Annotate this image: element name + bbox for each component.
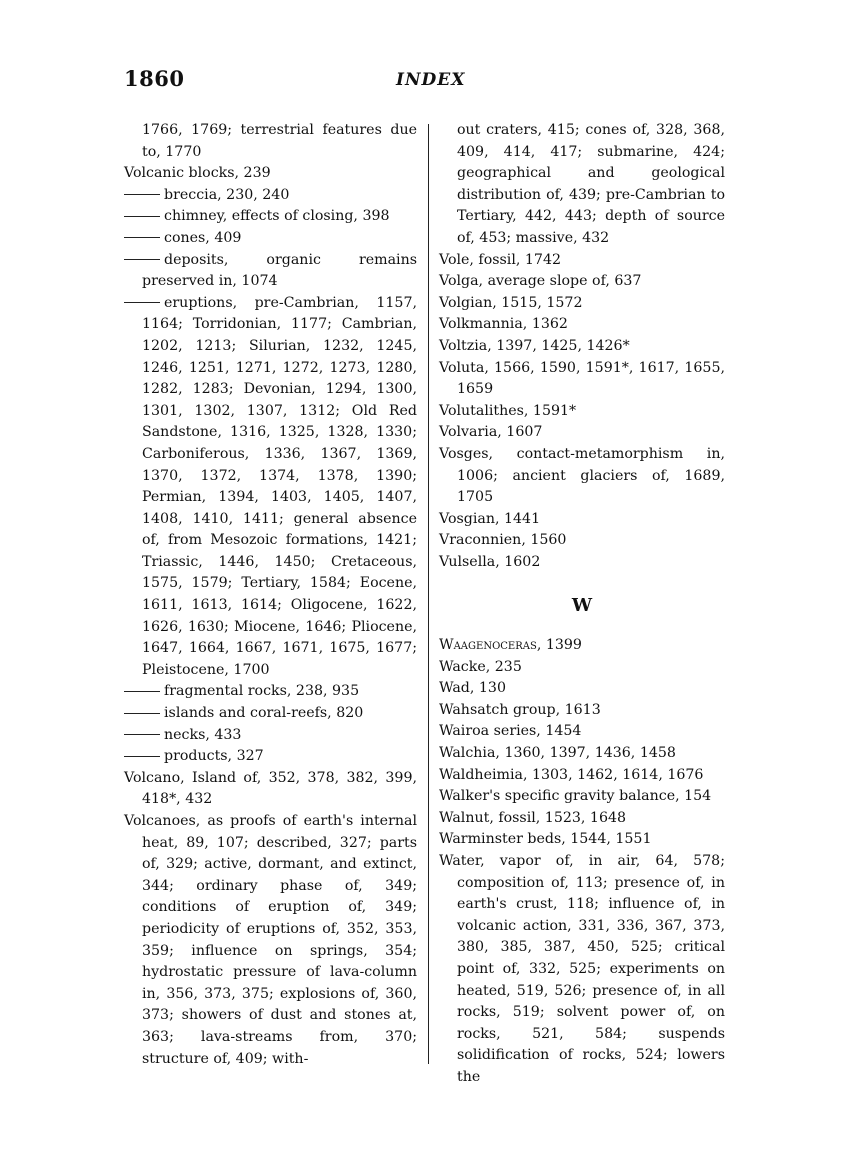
index-column-right bbox=[439, 120, 725, 1089]
index-entry: Walnut, fossil, 1523, 1648 bbox=[439, 809, 627, 826]
page-header bbox=[124, 66, 724, 96]
index-subentry bbox=[124, 703, 417, 725]
index-entry: Volcanic blocks, 239 bbox=[124, 165, 271, 182]
ditto-dash bbox=[124, 734, 160, 735]
ditto-dash bbox=[124, 756, 160, 757]
index-entry: Walchia, 1360, 1397, 1436, 1458 bbox=[439, 745, 676, 762]
index-entry: Volcanoes, as proofs of earth's internal heat, 89, 107; described, 327; parts of, 329; active, dormant, and extinct, 344; ordinary phase of, 349; conditions of eruption of, 349; periodicity of eruptions of, 352, 353, 359; influence on springs, 354; hydrostatic pressure of lava-column in, 356, 373, 375; explosions of, 360, 373; showers of dust and stones at, 363; lava-streams from, 370; structure of, 409; with- bbox=[124, 813, 417, 1067]
index-entry: Wairoa series, 1454 bbox=[439, 723, 582, 740]
index-entry-continuation: out craters, 415; cones of, 328, 368, 409, 414, 417; submarine, 424; geographical and geological distribution of, 439; pre-Cambrian to Tertiary, 442, 443; depth of source of, 453; massive, 432 bbox=[457, 122, 725, 246]
index-entry: Volutalithes, 1591* bbox=[439, 402, 577, 419]
index-entry: Waldheimia, 1303, 1462, 1614, 1676 bbox=[439, 766, 704, 783]
index-subentry bbox=[124, 681, 417, 703]
index-entry: Volcano, Island of, 352, 378, 382, 399, 418*, 432 bbox=[124, 769, 417, 808]
index-subentry bbox=[124, 185, 417, 207]
index-subentry bbox=[124, 228, 417, 250]
index-entry: Vulsella, 1602 bbox=[439, 553, 541, 570]
ditto-dash bbox=[124, 713, 160, 714]
index-subentry-text: cones, 409 bbox=[164, 229, 242, 246]
index-column-left bbox=[124, 120, 417, 1070]
index-entry: Walker's specific gravity balance, 154 bbox=[439, 788, 712, 805]
index-subentry-text: breccia, 230, 240 bbox=[164, 186, 290, 203]
index-subentry-text: eruptions, pre-Cambrian, 1157, 1164; Torridonian, 1177; Cambrian, 1202, 1213; Silurian, 1232, 1245, 1246, 1251, 1271, 1272, 1273, 1280, 1282, 1283; Devonian, 1294, 1300, 1301, 1302, 1307, 1312; Old Red Sandstone, 1316, 1325, 1328, 1330; Carboniferous, 1336, 1367, 1369, 1370, 1372, 1374, 1378, 1390; Permian, 1394, 1403, 1405, 1407, 1408, 1410, 1411; general absence of, from Mesozoic formations, 1421; Triassic, 1446, 1450; Cretaceous, 1575, 1579; Tertiary, 1584; Eocene, 1611, 1613, 1614; Oligocene, 1622, 1626, 1630; Miocene, 1646; Pliocene, 1647, 1664, 1667, 1671, 1675, 1677; Pleistocene, 1700 bbox=[142, 294, 417, 678]
index-entry: Wad, 130 bbox=[439, 680, 506, 697]
index-subentry-text: fragmental rocks, 238, 935 bbox=[164, 683, 360, 700]
index-entry: Voluta, 1566, 1590, 1591*, 1617, 1655, 1659 bbox=[439, 359, 725, 398]
index-subentry bbox=[124, 293, 417, 682]
index-subentry bbox=[124, 206, 417, 228]
index-subentry-text: islands and coral-reefs, 820 bbox=[164, 705, 364, 722]
column-divider bbox=[428, 124, 429, 1064]
running-head: INDEX bbox=[396, 70, 466, 90]
index-entry: Volga, average slope of, 637 bbox=[439, 273, 642, 290]
index-entry: Volvaria, 1607 bbox=[439, 424, 543, 441]
ditto-dash bbox=[124, 302, 160, 303]
ditto-dash bbox=[124, 237, 160, 238]
index-subentry-text: products, 327 bbox=[164, 748, 264, 765]
ditto-dash bbox=[124, 259, 160, 260]
page-number: 1860 bbox=[124, 66, 185, 91]
index-entry-continuation: 1766, 1769; terrestrial features due to, 1770 bbox=[142, 122, 417, 160]
index-entry: Vosgian, 1441 bbox=[439, 510, 541, 527]
index-entry: Vraconnien, 1560 bbox=[439, 532, 567, 549]
index-subentry-text: necks, 433 bbox=[164, 726, 242, 743]
index-subentry bbox=[124, 725, 417, 747]
index-entry: Warminster beds, 1544, 1551 bbox=[439, 831, 652, 848]
index-subentry-text: deposits, organic remains preserved in, 1074 bbox=[142, 251, 417, 290]
ditto-dash bbox=[124, 194, 160, 195]
index-entry: Wacke, 235 bbox=[439, 658, 522, 675]
index-entry: Water, vapor of, in air, 64, 578; composition of, 113; presence of, in earth's crust, 118; influence of, in volcanic action, 331, 336, 367, 373, 380, 385, 387, 450, 525; critical point of, 332, 525; experiments on heated, 519, 526; presence of, in all rocks, 519; solvent power of, on rocks, 521, 584; suspends solidification of rocks, 524; lowers the bbox=[439, 853, 725, 1085]
ditto-dash bbox=[124, 216, 160, 217]
index-entry: Voltzia, 1397, 1425, 1426* bbox=[439, 337, 630, 354]
index-subentry bbox=[124, 746, 417, 768]
ditto-dash bbox=[124, 691, 160, 692]
index-entry: Vole, fossil, 1742 bbox=[439, 251, 561, 268]
index-entry: Waagenoceras, 1399 bbox=[439, 637, 582, 654]
index-subentry-text: chimney, effects of closing, 398 bbox=[164, 208, 390, 225]
section-letter-heading: W bbox=[571, 595, 593, 617]
index-entry: Volkmannia, 1362 bbox=[439, 316, 568, 333]
index-entry: Volgian, 1515, 1572 bbox=[439, 294, 583, 311]
index-subentry bbox=[124, 250, 417, 293]
index-entry: Vosges, contact-metamorphism in, 1006; ancient glaciers of, 1689, 1705 bbox=[439, 445, 725, 506]
index-entry: Wahsatch group, 1613 bbox=[439, 701, 601, 718]
